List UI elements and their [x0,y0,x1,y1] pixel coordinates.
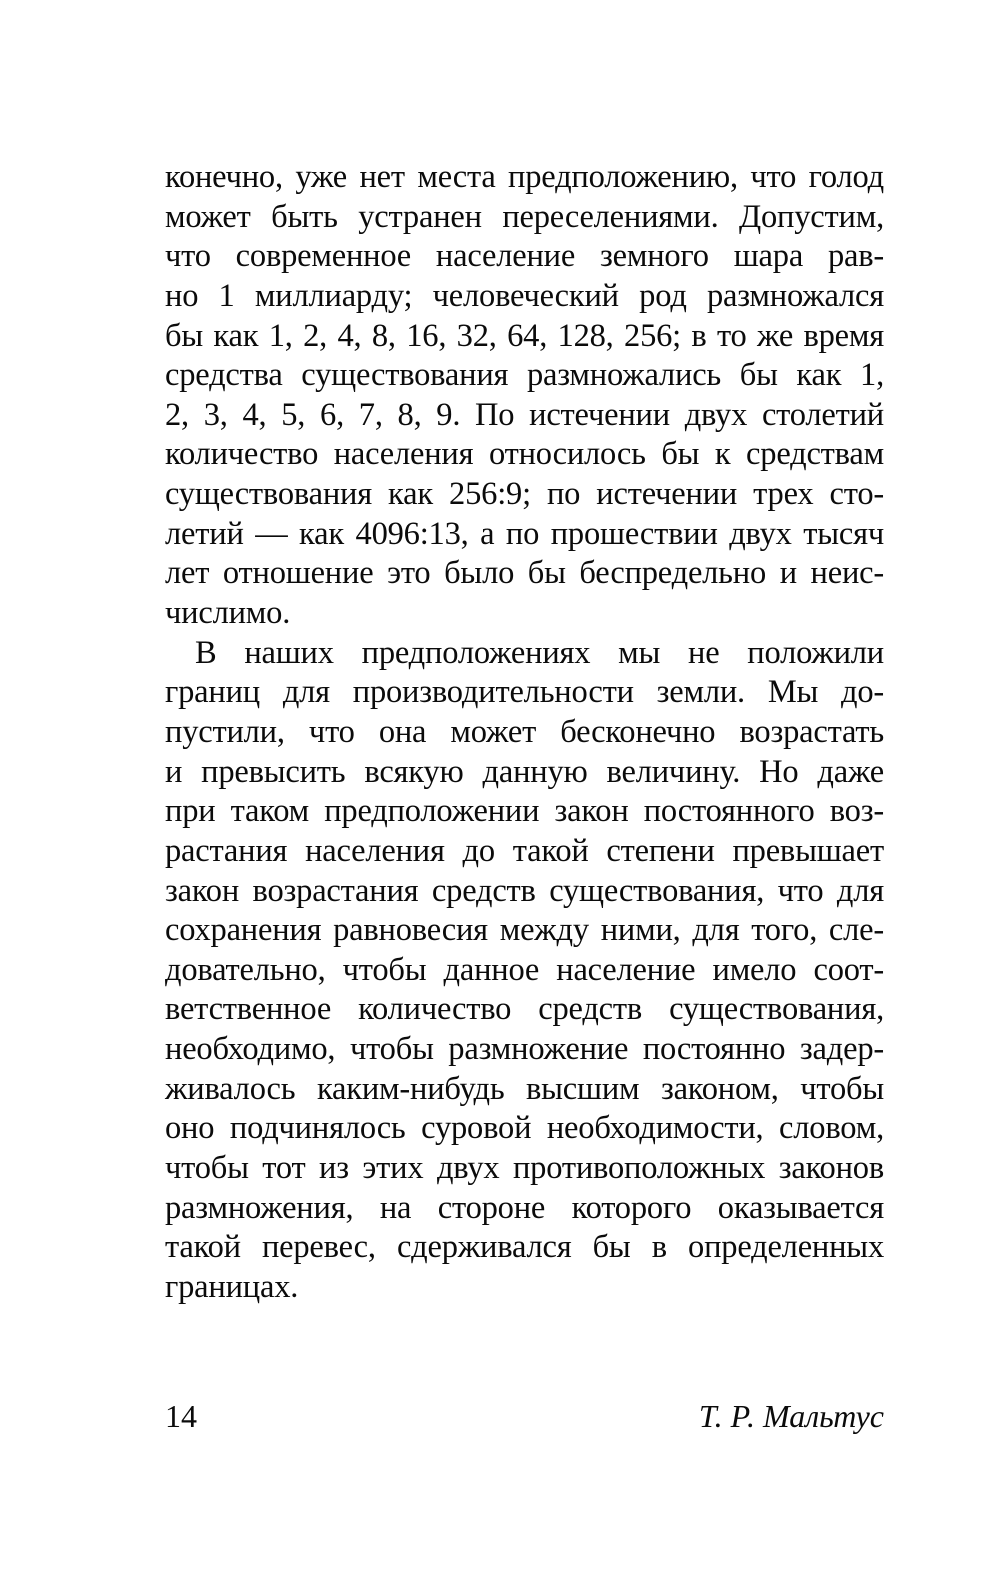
text-line: но 1 миллиарду; человеческий род размножался [165,277,884,314]
running-title-author: Т. Р. Мальтус [698,1398,884,1434]
text-line: что современное население земного шара рав- [165,238,884,275]
text-line: числимо. [165,595,291,632]
page-number: 14 [165,1398,197,1434]
text-line: размножения, на стороне которого оказывается [165,1189,884,1226]
text-line: необходимо, чтобы размножение постоянно задер- [165,1031,884,1068]
text-line: границах. [165,1268,299,1305]
paragraph [165,158,884,634]
text-line: при таком предположении закон постоянного воз- [165,793,884,830]
text-line: закон возрастания средств существования, что для [165,872,884,909]
text-line: В наших предположениях мы не положили [195,634,884,671]
text-line: бы как 1, 2, 4, 8, 16, 32, 64, 128, 256; в то же время [165,317,884,354]
text-line: конечно, уже нет места предположению, что голод [165,159,884,195]
page-footer [165,1396,884,1436]
text-line: чтобы тот из этих двух противоположных законов [165,1150,884,1187]
text-line: пустили, что она может бесконечно возрастать [165,713,884,750]
text-line: лет отношение это было бы беспредельно и неис- [165,555,884,592]
text-line: оно подчинялось суровой необходимости, словом, [165,1110,884,1147]
text-line: ветственное количество средств существования, [165,991,884,1028]
text-line: средства существования размножались бы как 1, [165,357,884,394]
text-line: 2, 3, 4, 5, 6, 7, 8, 9. По истечении двух столетий [165,396,884,433]
text-line: живалось каким-нибудь высшим законом, чтобы [165,1070,884,1107]
text-line: и превысить всякую данную величину. Но даже [165,753,884,790]
text-line: границ для производительности земли. Мы до- [165,674,884,711]
text-line: летий — как 4096:13, а по прошествии двух тысяч [165,515,884,552]
text-line: такой перевес, сдерживался бы в определенных [165,1229,884,1266]
text-line: растания населения до такой степени превышает [165,832,884,869]
text-line: может быть устранен переселениями. Допустим, [165,198,884,235]
paragraph [165,634,884,1308]
text-line: количество населения относилось бы к средствам [165,436,884,473]
text-line: довательно, чтобы данное население имело соот- [165,951,884,988]
text-line: сохранения равновесия между ними, для того, сле- [165,912,884,949]
body-text [165,158,884,1308]
text-line: существования как 256:9; по истечении трех сто- [165,476,884,513]
